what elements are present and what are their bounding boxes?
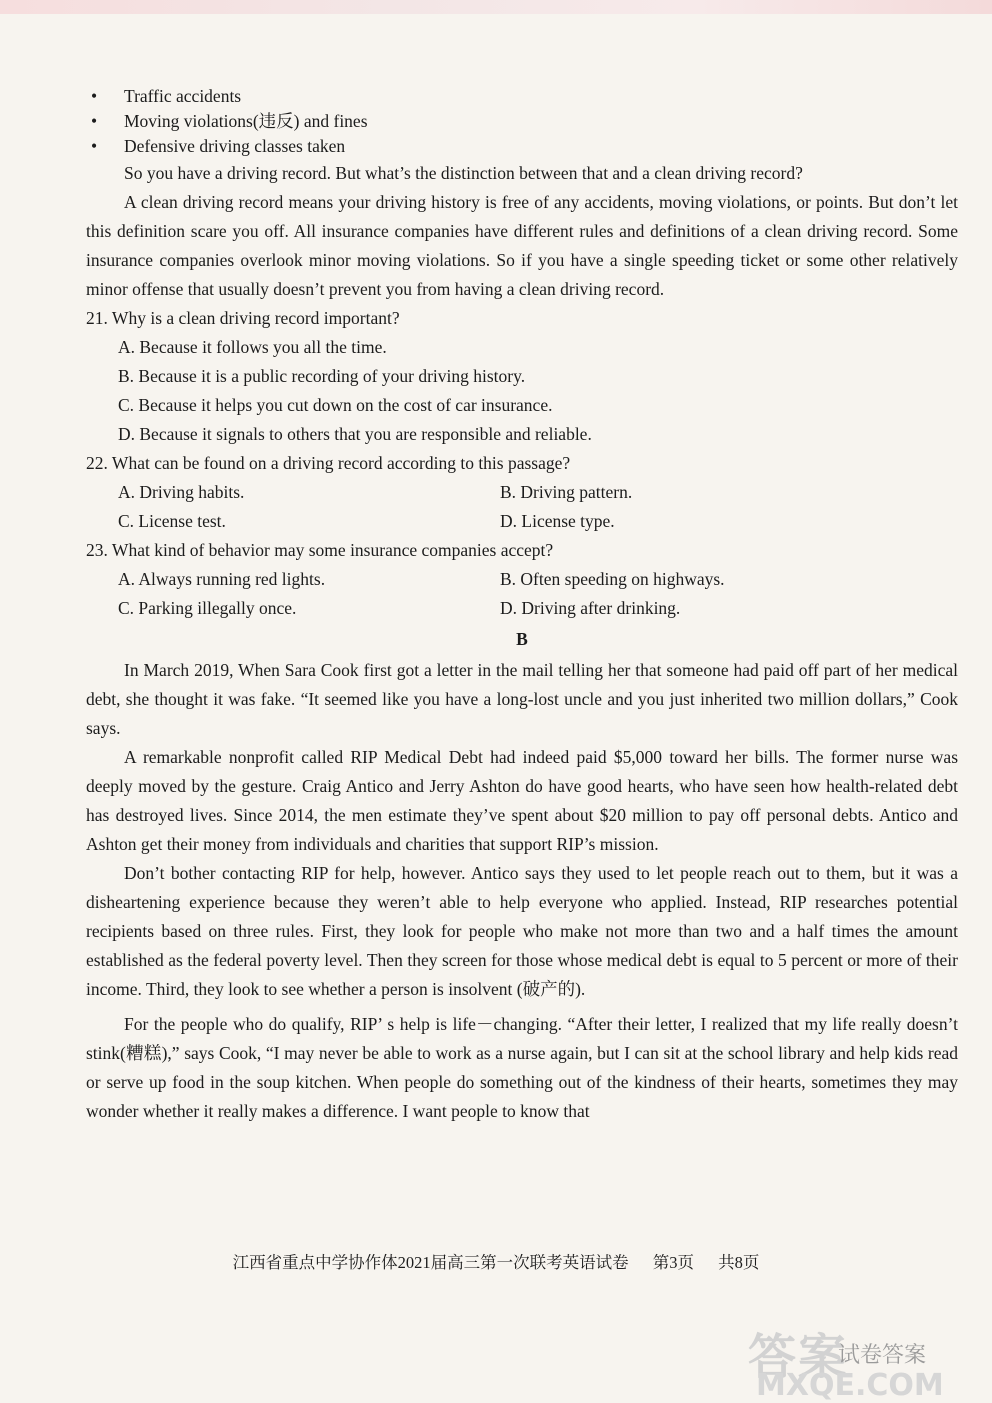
question-21 [86,304,958,449]
bullet-list [86,84,958,159]
bullet-dot-icon: • [91,111,98,131]
exam-page [86,84,958,1126]
bullet-dot-icon: • [91,86,98,106]
passage-b-paragraph: A remarkable nonprofit called RIP Medical Debt had indeed paid $5,000 toward her bills. The former nurse was deeply moved by the gesture. Craig Antico and Jerry Ashton do have good hearts, who have seen how health-related debt has destroyed lives. Since 2014, the men estimate they’ve spent about $20 million to pay off personal debts. Antico and Ashton get their money from individuals and charities that support RIP’s mission. [86,747,958,854]
question-stem: 23. What kind of behavior may some insurance companies accept? [86,540,554,560]
passage-b-paragraph: In March 2019, When Sara Cook first got a letter in the mail telling her that someone had paid off part of her medical debt, she thought it was fake. “It seemed like you have a long-lost uncle and you just inherited two million dollars,” Cook says. [86,660,958,738]
question-23 [86,536,958,623]
option-c: C. Because it helps you cut down on the cost of car insurance. [118,395,553,415]
watermark-small-text: 试卷答案 [838,1343,927,1368]
bullet-dot-icon: • [91,136,98,156]
bullet-item: • Defensive driving classes taken [86,134,958,159]
option-a: A. Always running red lights. [118,569,326,589]
top-edge-strip [0,0,992,14]
footer-total-pages: 共8页 [718,1253,760,1272]
option-c: C. Parking illegally once. [118,598,297,618]
question-stem: 22. What can be found on a driving record according to this passage? [86,453,571,473]
option-d: D. License type. [500,511,615,531]
question-stem: 21. Why is a clean driving record important? [86,308,400,328]
option-b: B. Often speeding on highways. [500,569,725,589]
page-footer [0,1249,992,1273]
option-b: B. Driving pattern. [500,482,633,502]
passage-b-paragraph: Don’t bother contacting RIP for help, however. Antico says they used to let people reach out to them, but it was a disheartening experience because they weren’t able to help everyone who applied. Instead, RIP researches potential recipients based on three rules. First, they look for people who make not more than two and a half times the amount established as the federal poverty level. Then they screen for those whose medical debt is equal to 5 percent or more of their income. Third, they look to see whether a person is insolvent (破产的). [86,863,958,999]
footer-title: 江西省重点中学协作体2021届高三第一次联考英语试卷 [232,1253,629,1272]
watermark-url: MXQE.COM [756,1368,944,1403]
section-b-heading: B [516,629,528,649]
passage-b-paragraph: For the people who do qualify, RIP’ s help is life－changing. “After their letter, I realized that my life really doesn’t stink(糟糕),” says Cook, “I may never be able to work as a nurse again, but I can sit at the school library and help kids read or serve up food in the soup kitchen. When people do something out of the kindness of their hearts, sometimes they may wonder whether it really makes a difference. I want people to know that [86,1014,958,1121]
question-22 [86,449,958,536]
passage-a-paragraph: So you have a driving record. But what’s the distinction between that and a clean driving record? [124,163,803,183]
watermark-logo [748,1318,968,1403]
passage-a-paragraph: A clean driving record means your driving history is free of any accidents, moving violations, or points. But don’t let this definition scare you off. All insurance companies have different rules and definitions of a clean driving record. Some insurance companies overlook minor moving violations. So if you have a single speeding ticket or some other relatively minor offense that usually doesn’t prevent you from having a clean driving record. [86,192,958,299]
option-a: A. Because it follows you all the time. [118,337,387,357]
watermark-big-text: 答案 [748,1329,849,1385]
footer-page-number: 第3页 [652,1253,694,1272]
option-c: C. License test. [118,511,226,531]
option-b: B. Because it is a public recording of your driving history. [118,366,526,386]
option-a: A. Driving habits. [118,482,245,502]
bullet-item: • Traffic accidents [86,84,958,109]
bullet-item: • Moving violations(违反) and fines [86,109,958,134]
option-d: D. Driving after drinking. [500,598,681,618]
option-d: D. Because it signals to others that you are responsible and reliable. [118,424,592,444]
